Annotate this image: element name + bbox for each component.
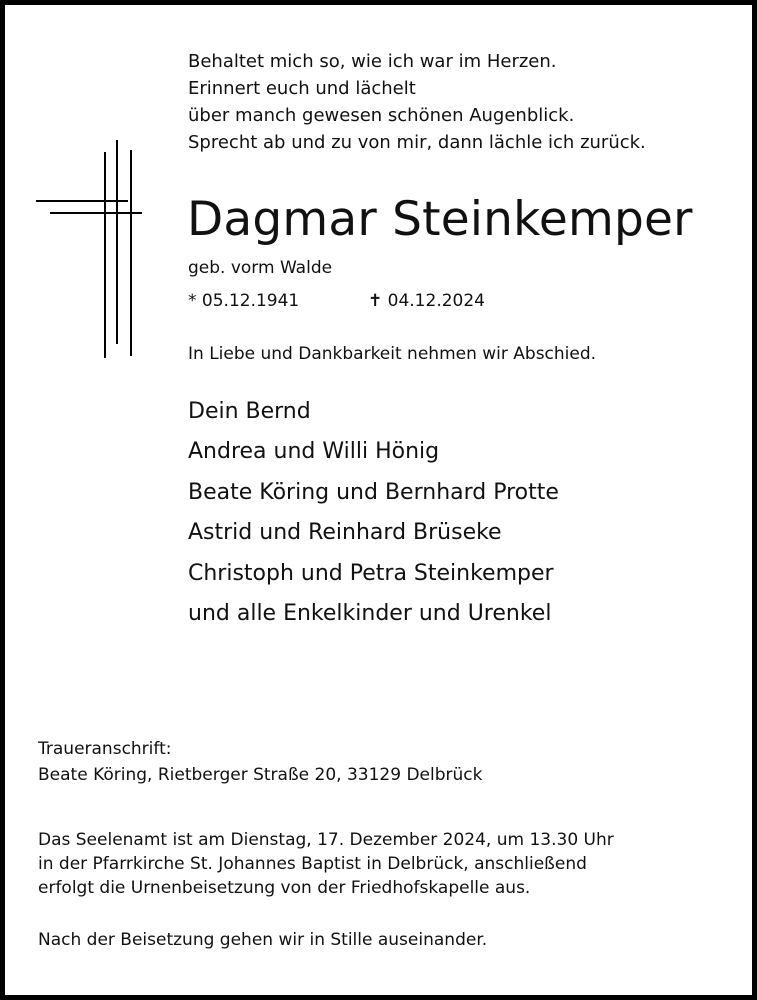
- mourner: Beate Köring und Bernhard Protte: [188, 479, 559, 505]
- birth-date: * 05.12.1941: [188, 291, 300, 311]
- mourner: Andrea und Willi Hönig: [188, 439, 440, 465]
- memorial-poem: [188, 48, 646, 156]
- farewell-text: In Liebe und Dankbarkeit nehmen wir Abschied.: [188, 344, 597, 364]
- service-line: in der Pfarrkirche St. Johannes Baptist in Delbrück, anschließend: [38, 854, 587, 874]
- mourner: Christoph und Petra Steinkemper: [188, 560, 554, 586]
- mourner: und alle Enkelkinder und Urenkel: [188, 600, 552, 626]
- poem-line: Behaltet mich so, wie ich war im Herzen.: [188, 51, 557, 72]
- address-text: Beate Köring, Rietberger Straße 20, 33129 Delbrück: [38, 765, 483, 785]
- cross-icon: [36, 140, 142, 358]
- poem-line: Sprecht ab und zu von mir, dann lächle ich zurück.: [188, 132, 646, 153]
- deceased-name: Dagmar Steinkemper: [187, 192, 693, 247]
- death-date: ✝ 04.12.2024: [368, 291, 485, 311]
- mourner: Dein Bernd: [188, 399, 311, 424]
- poem-line: Erinnert euch und lächelt: [188, 78, 416, 99]
- mourning-address: [38, 736, 482, 788]
- poem-line: über manch gewesen schönen Augenblick.: [188, 105, 575, 126]
- maiden-name: geb. vorm Walde: [188, 258, 333, 278]
- closing-text: Nach der Beisetzung gehen wir in Stille auseinander.: [38, 930, 488, 950]
- mourner: Astrid und Reinhard Brüseke: [188, 520, 502, 546]
- service-line: erfolgt die Urnenbeisetzung von der Friedhofskapelle aus.: [38, 878, 531, 898]
- service-line: Das Seelenamt ist am Dienstag, 17. Dezember 2024, um 13.30 Uhr: [38, 830, 614, 850]
- service-info: [38, 828, 614, 900]
- address-label: Traueranschrift:: [38, 739, 172, 759]
- mourners-list: [188, 392, 559, 634]
